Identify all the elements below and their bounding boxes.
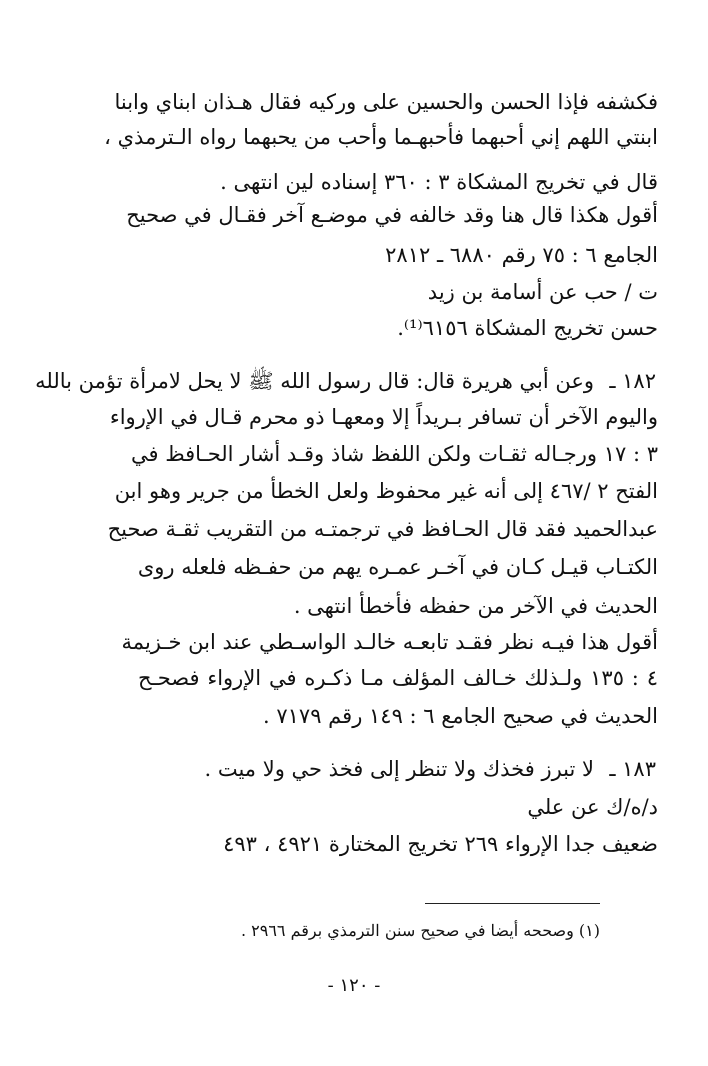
page-number: - ١٢٠ - <box>327 975 381 996</box>
text-line: وعن أبي هريرة قال: قال رسول الله ﷺ لا يحل لامرأة تؤمن بالله <box>35 369 594 393</box>
text-line: أقول هكذا قال هنا وقد خالفه في موضـع آخر فقـال في صحيح <box>126 203 658 227</box>
text-line: ٤ : ١٣٥ ولـذلك خـالف المؤلف مـا ذكـره في الإرواء فصحـح <box>138 666 658 690</box>
text-line: الكتـاب قيـل كـان في آخـر عمـره يهم من حفـظه فلعله روى <box>137 555 658 579</box>
text-line: الحديث في صحيح الجامع ٦ : ١٤٩ رقم ٧١٧٩ . <box>263 704 658 728</box>
hadith-number: ١٨٣ ـ <box>609 757 656 781</box>
text-line: د/ه/ك عن علي <box>527 795 658 819</box>
text-line: واليوم الآخر أن تسافر بـريداً إلا ومعهـا ذو محرم قـال في الإرواء <box>109 405 658 429</box>
hadith-183-first-line <box>61 752 656 786</box>
text-line: ت / حب عن أسامة بن زيد <box>427 280 658 304</box>
text-line: الجامع ٦ : ٧٥ رقم ٦٨٨٠ ـ ٢٨١٢ <box>385 243 658 267</box>
text-line: لا تبرز فخذك ولا تنظر إلى فخذ حي ولا ميت . <box>204 757 594 781</box>
hadith-182-first-line <box>35 364 656 398</box>
hadith-number: ١٨٢ ـ <box>609 369 656 393</box>
text-line: فكشفه فإذا الحسن والحسين على وركيه فقال هـذان ابناي وابنا <box>114 90 658 114</box>
text-line: عبدالحميد فقد قال الحـافظ في ترجمتـه من التقريب ثقـة صحيح <box>107 517 658 541</box>
text-line: ٣ : ١٧ ورجـاله ثقـات ولكن اللفظ شاذ وقـد أشار الحـافظ في <box>130 442 658 466</box>
text-line: أقول هذا فيـه نظر فقـد تابعـه خالـد الواسـطي عند ابن خـزيمة <box>121 630 658 654</box>
text-line: ضعيف جدا الإرواء ٢٦٩ تخريج المختارة ٤٩٢١ ، ٤٩٣ <box>223 832 658 856</box>
text-line: الفتح ٢ /٤٦٧ إلى أنه غير محفوظ ولعل الخطأ من جرير وهو ابن <box>114 479 658 503</box>
footnote-divider <box>425 903 600 904</box>
footnote: (١) وصححه أيضا في صحيح سنن الترمذي برقم ٢٩٦٦ . <box>240 921 600 940</box>
text-line: قال في تخريج المشكاة ٣ : ٣٦٠ إسناده لين انتهى . <box>220 170 658 194</box>
text-line: حسن تخريج المشكاة ٦١٥٦⁽¹⁾. <box>397 316 658 340</box>
text-line: ابنتي اللهم إني أحبهما فأحبهـما وأحب من يحبهما رواه الـترمذي ، <box>104 125 658 149</box>
text-line: الحديث في الآخر من حفظه فأخطأ انتهى . <box>293 594 658 618</box>
